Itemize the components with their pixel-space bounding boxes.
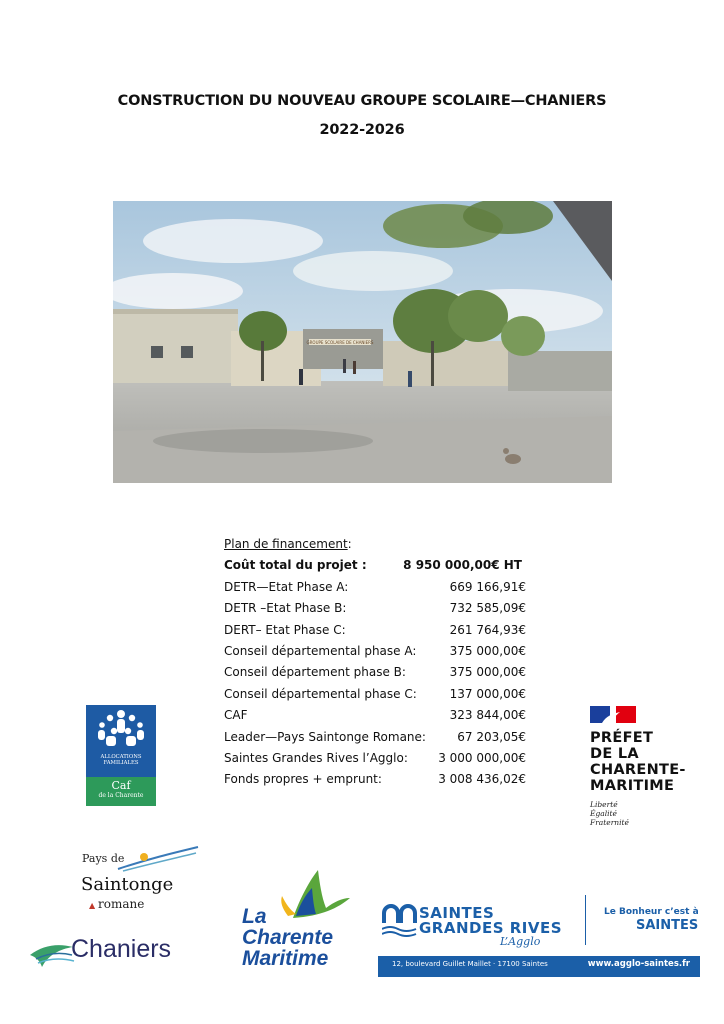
financing-row (224, 662, 544, 683)
financing-row (224, 705, 544, 726)
financing-row-value: 137 000,00€ (449, 686, 526, 701)
agglo-arches-icon (382, 903, 422, 943)
financing-row-label: DERT– Etat Phase C: (224, 622, 346, 637)
prefet-line-1: PRÉFET (590, 730, 654, 746)
financing-row (224, 727, 544, 748)
financing-row-value: 375 000,00€ (449, 643, 526, 658)
financing-row-label: Saintes Grandes Rives l’Agglo: (224, 750, 408, 765)
motto-fraternite: Fraternité (590, 818, 629, 827)
financing-row-value: 3 000 000,00€ (438, 750, 526, 765)
financing-total-value: 8 950 000,00€ HT (403, 558, 522, 573)
financing-row (224, 620, 544, 641)
financing-row (224, 598, 544, 619)
agglo-address: 12, boulevard Guillet Maillet · 17100 Saintes (392, 960, 548, 968)
agglo-name2: GRANDES RIVES (419, 919, 563, 937)
caf-family-icon (86, 705, 156, 755)
financing-row-value: 669 166,91€ (449, 579, 526, 594)
financing-row-value: 67 203,05€ (457, 729, 526, 744)
marianne-flag-icon (590, 706, 636, 723)
school-render-image (113, 201, 612, 483)
financing-heading-colon: : (347, 537, 352, 551)
chaniers-logo (28, 933, 203, 973)
prefet-logo (590, 706, 720, 827)
financing-row (224, 577, 544, 598)
financing-heading-row (224, 534, 544, 555)
agglo-name3: L’Agglo (500, 935, 541, 948)
financing-row-value: 261 764,93€ (449, 622, 526, 637)
financing-heading: Plan de financement (224, 537, 348, 551)
pays-line1: Pays de (82, 852, 125, 865)
agglo-website: www.agglo-saintes.fr (587, 959, 690, 969)
financing-row-label: CAF (224, 708, 248, 723)
financing-row-label: Conseil départemental phase C: (224, 686, 417, 701)
financing-row-label: DETR –Etat Phase B: (224, 601, 347, 616)
document-title: CONSTRUCTION DU NOUVEAU GROUPE SCOLAIRE—CHANIERS (117, 93, 607, 109)
triangle-icon: ▲ (89, 901, 96, 910)
motto-liberte: Liberté (590, 800, 618, 809)
caf-dept: de la Charente (98, 792, 144, 799)
financing-rows (224, 577, 544, 791)
caf-line2: FAMILIALES (103, 760, 139, 766)
caf-name: Caf (111, 779, 131, 792)
financing-row (224, 748, 544, 769)
motto-egalite: Égalité (590, 809, 617, 818)
financing-total-label: Coût total du projet : (224, 558, 367, 573)
agglo-divider (585, 895, 586, 945)
financing-row (224, 769, 544, 790)
prefet-line-2: DE LA (590, 746, 639, 762)
render-sign-text: GROUPE SCOLAIRE DE CHANIERS (306, 340, 374, 345)
agglo-logo (378, 893, 700, 978)
financing-row-value: 375 000,00€ (449, 665, 526, 680)
financing-row-label: DETR—Etat Phase A: (224, 579, 349, 594)
cm-line3: Maritime (242, 947, 329, 970)
charente-maritime-logo (238, 868, 358, 978)
financing-row-label: Conseil département phase B: (224, 665, 406, 680)
financing-row-value: 732 585,09€ (449, 601, 526, 616)
financing-row (224, 684, 544, 705)
cm-line1: La (242, 905, 267, 928)
financing-row (224, 641, 544, 662)
financing-row-label: Conseil départemental phase A: (224, 643, 417, 658)
pays-line3: romane (98, 897, 145, 911)
prefet-line-4: MARITIME (590, 778, 675, 794)
agglo-slogan2: SAINTES (636, 918, 699, 933)
financing-row-value: 3 008 436,02€ (438, 772, 526, 787)
financing-total-row (224, 555, 544, 576)
financing-row-label: Leader—Pays Saintonge Romane: (224, 729, 426, 744)
caf-logo (86, 705, 156, 806)
financing-plan (224, 534, 544, 791)
financing-row-label: Fonds propres + emprunt: (224, 772, 382, 787)
financing-row-value: 323 844,00€ (449, 708, 526, 723)
cm-line2: Charente (242, 926, 334, 949)
pays-saintonge-logo (78, 843, 206, 919)
prefet-line-3: CHARENTE- (590, 762, 686, 778)
caf-line1: ALLOCATIONS (100, 754, 142, 760)
agglo-slogan1: Le Bonheur c’est à (604, 907, 699, 917)
pays-line2: Saintonge (81, 874, 174, 895)
chaniers-name: Chaniers (71, 935, 172, 963)
agglo-name1: SAINTES (419, 904, 495, 922)
document-period: 2022-2026 (319, 122, 405, 138)
